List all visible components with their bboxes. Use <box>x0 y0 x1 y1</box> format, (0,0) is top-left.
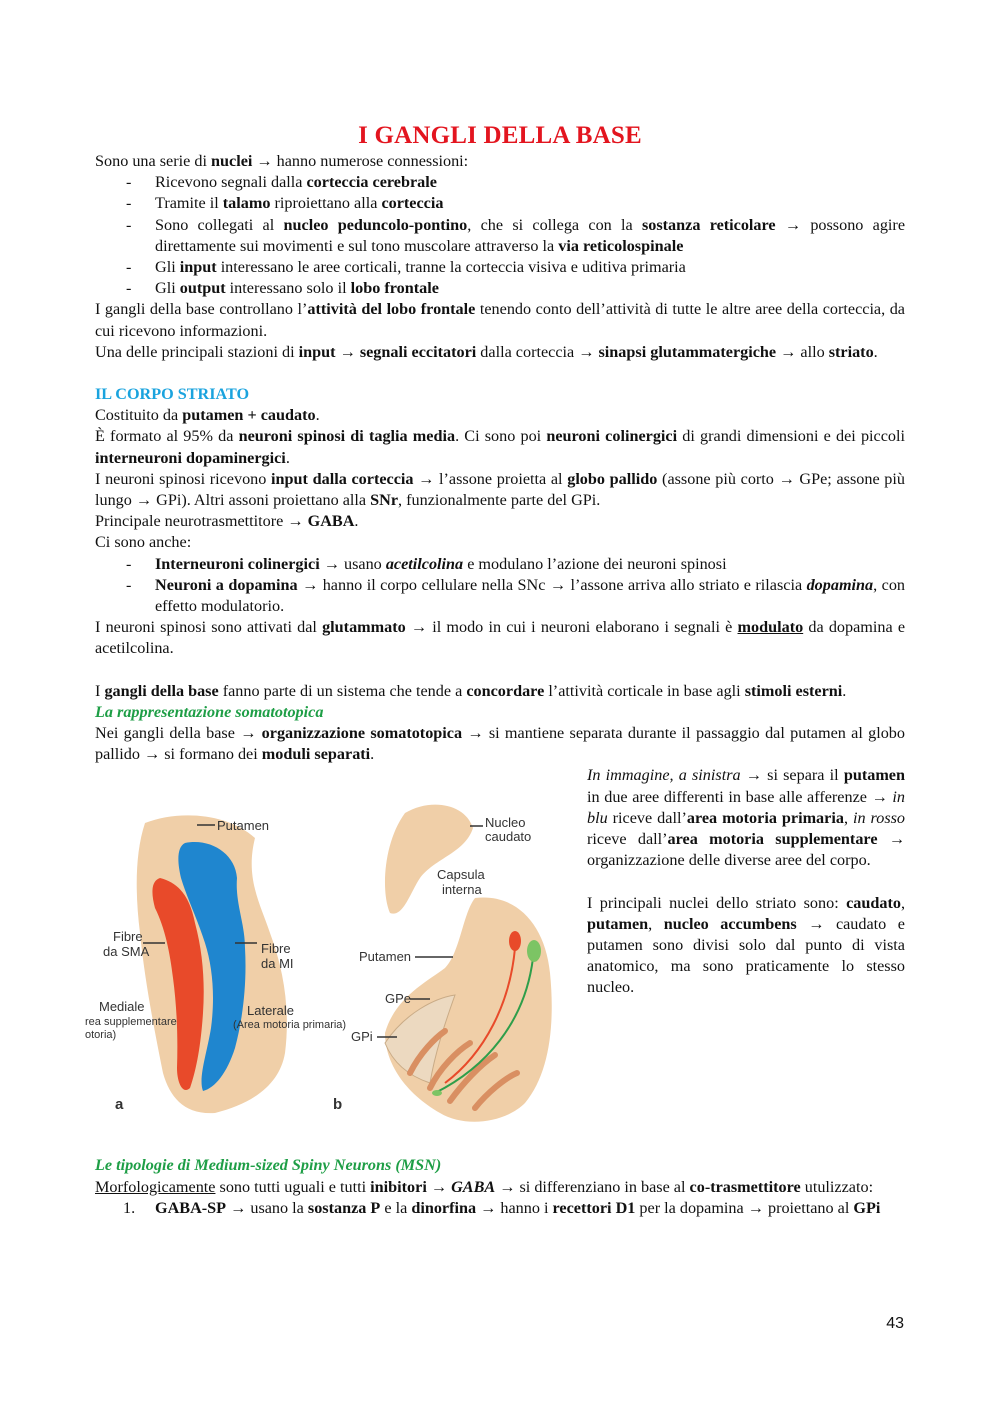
text-bold-italic: acetilcolina <box>385 554 464 573</box>
label-gpe: GPe <box>385 991 412 1007</box>
text-bold: dinorfina <box>411 1198 477 1217</box>
text: Nei gangli della base → <box>95 724 262 743</box>
text: → si differenziano in base al <box>495 1177 690 1196</box>
text: → <box>426 1177 452 1196</box>
text-bold: sostanza reticolare <box>641 215 776 234</box>
list-item <box>95 278 905 299</box>
list-item <box>95 215 905 257</box>
text-bold: input <box>179 258 217 277</box>
label-mediale-sub-2: otoria) <box>85 1029 117 1042</box>
list-item <box>95 257 905 278</box>
list-item <box>95 193 905 214</box>
text: Principale neurotrasmettitore → <box>95 512 308 531</box>
text: Una delle principali stazioni di <box>95 342 299 361</box>
text: È formato al 95% da <box>95 427 239 446</box>
text: → usano la <box>226 1198 308 1217</box>
text-bold: sinapsi glutammatergiche <box>598 342 777 361</box>
text-bold: nuclei <box>211 152 253 170</box>
text-underline: Morfologicamente <box>95 1177 216 1196</box>
spacer <box>95 660 905 681</box>
text-bold: nucleo accumbens <box>663 914 797 933</box>
intro-paragraph <box>95 151 905 172</box>
text: Sono una serie di <box>95 152 211 170</box>
text-bold: input <box>298 342 336 361</box>
text-bold-italic: GABA <box>451 1177 496 1196</box>
text-bold: corteccia cerebrale <box>306 173 437 192</box>
text: da dopamina e acetilcolina. <box>95 618 906 658</box>
text: → allo <box>776 342 829 361</box>
text: utulizzato: <box>800 1177 874 1196</box>
msn-paragraph <box>95 1177 905 1198</box>
text-bold: caudato <box>846 893 901 912</box>
figure-caption-sidebar <box>587 765 905 998</box>
text: I principali nuclei dello striato sono: <box>587 893 847 912</box>
label-fibre-sma: Fibre <box>113 929 143 945</box>
system-paragraph <box>95 681 905 702</box>
text-bold: Neuroni a dopamina <box>155 575 298 594</box>
msn-types-list <box>95 1198 905 1219</box>
panel-label-b: b <box>333 1096 343 1114</box>
text: → il modo in cui i neuroni elaborano i segnali è <box>405 618 738 637</box>
page-number: 43 <box>886 1315 904 1332</box>
list-item <box>95 575 905 617</box>
text: , che si collega con la <box>467 215 642 234</box>
text: riceve dall’ <box>587 830 668 849</box>
text: , con effetto modulatorio. <box>155 575 906 616</box>
green-neuron <box>527 940 541 962</box>
nuclei-paragraph <box>587 893 905 999</box>
text: , <box>900 893 905 912</box>
text-bold: globo pallido <box>567 469 658 488</box>
text-bold-italic: dopamina <box>806 575 874 594</box>
text: . <box>842 681 847 700</box>
text: → hanno il corpo cellulare nella SNc → l’assone arriva allo striato e rilascia <box>297 575 807 594</box>
text-bold: organizzazione somatotopica <box>261 724 463 743</box>
text: fanno parte di un sistema che tende a <box>218 681 467 700</box>
text: interessano le aree corticali, tranne la corteccia visiva e uditiva primaria <box>216 258 686 277</box>
label-putamen-a: Putamen <box>217 818 270 834</box>
text: in due aree differenti in base alle afferenze → <box>587 787 893 806</box>
text-italic: In immagine, a sinistra <box>587 766 741 785</box>
connections-list <box>95 172 905 299</box>
interneurons-list <box>95 554 905 618</box>
caudate-shape <box>385 805 473 914</box>
text: , <box>843 808 853 827</box>
label-gpi: GPi <box>351 1029 373 1045</box>
text-bold: stimoli esterni <box>744 681 843 700</box>
text: . <box>370 745 375 764</box>
text-bold: putamen + caudato <box>182 406 316 425</box>
text-bold: moduli separati <box>261 745 371 764</box>
text-bold: glutammato <box>322 618 406 637</box>
label-laterale: Laterale <box>247 1003 294 1019</box>
text-bold: SNr <box>370 491 399 510</box>
text: per la dopamina → proiettano al <box>635 1198 854 1217</box>
text-bold: area motoria primaria <box>686 808 844 827</box>
striato-composition <box>95 405 905 426</box>
text-bold: neuroni spinosi di taglia media <box>238 427 456 446</box>
text-bold: putamen <box>587 914 649 933</box>
text: dalla corteccia → <box>476 342 599 361</box>
spacer <box>95 363 905 384</box>
section-heading-msn: Le tipologie di Medium-sized Spiny Neurons (MSN) <box>95 1156 442 1175</box>
text-bold: lobo frontale <box>350 279 439 298</box>
label-laterale-sub: (Area motoria primaria) <box>233 1019 347 1032</box>
caption-paragraph <box>587 765 905 871</box>
striato-projections <box>95 469 905 511</box>
label-fibre-mi-2: da MI <box>261 956 294 972</box>
text-bold: GABA <box>307 512 355 531</box>
text: . <box>315 406 320 425</box>
text-italic: in blu <box>587 787 905 827</box>
text-bold: corteccia <box>381 194 444 213</box>
text-bold: striato <box>828 342 874 361</box>
text: I <box>95 681 105 700</box>
text: Ricevono segnali dalla <box>155 173 307 192</box>
text: . Ci sono poi <box>455 427 547 446</box>
putamen-pallidum-shape <box>385 898 552 1122</box>
text: → <box>335 342 360 361</box>
text: I neuroni spinosi ricevono <box>95 469 272 488</box>
text-bold: GPi <box>853 1198 881 1217</box>
text: I neuroni spinosi sono attivati dal <box>95 618 323 637</box>
text-italic: in rosso <box>852 808 906 827</box>
text: → si separa il <box>740 766 844 785</box>
text: → organizzazione delle diverse aree del corpo. <box>587 830 906 870</box>
text-bold: Interneuroni colinergici <box>155 554 320 573</box>
section-heading-corpo-striato: IL CORPO STRIATO <box>95 385 250 404</box>
label-mediale-sub-1: rea supplementare <box>85 1016 177 1029</box>
text-bold: interneuroni dopaminergici <box>95 448 286 467</box>
red-neuron <box>509 931 521 951</box>
somatotopic-paragraph <box>95 723 905 765</box>
text-bold: neuroni colinergici <box>546 427 678 446</box>
text-bold: sostanza P <box>307 1198 381 1217</box>
striato-neurotransmitter <box>95 511 905 532</box>
text: → si mantiene separata durante il passaggio dal putamen al globo pallido → si formano dei <box>95 724 905 764</box>
text-bold: nucleo peduncolo-pontino <box>283 215 468 234</box>
label-mediale: Mediale <box>99 999 145 1015</box>
text-bold: via reticolospinale <box>558 236 684 255</box>
label-caudato: caudato <box>485 829 532 845</box>
text-bold: area motoria supplementare <box>667 830 878 849</box>
text: interessano solo il <box>225 279 351 298</box>
spacer <box>587 872 905 893</box>
list-item <box>95 172 905 193</box>
text: riproiettano alla <box>270 194 382 213</box>
text: → l’assone proietta al <box>413 469 568 488</box>
label-nucleo: Nucleo <box>485 815 526 831</box>
panel-label-a: a <box>115 1096 124 1114</box>
striato-neurons <box>95 426 905 468</box>
text: sono tutti uguali e tutti <box>215 1177 371 1196</box>
green-terminal <box>432 1090 442 1096</box>
text-bold: output <box>179 279 226 298</box>
list-item <box>95 1198 905 1219</box>
text: Tramite il <box>155 194 223 213</box>
text: . <box>285 448 290 467</box>
page-content <box>85 121 906 1219</box>
text-bold: GABA-SP <box>155 1198 227 1217</box>
text: → hanno numerose connessioni: <box>252 152 469 170</box>
page-title: I GANGLI DELLA BASE <box>358 122 642 149</box>
text: → usano <box>319 554 386 573</box>
striato-also: Ci sono anche: <box>95 533 192 552</box>
text: Gli <box>155 258 180 277</box>
text: Gli <box>155 279 180 298</box>
text-bold: gangli della base <box>104 681 219 700</box>
text: e la <box>380 1198 412 1217</box>
text: → caudato e putamen sono divisi solo dal punto di vista anatomico, ma sono praticamente lo stesso nucleo. <box>587 914 905 997</box>
text-bold: concordare <box>466 681 545 700</box>
list-item <box>95 554 905 575</box>
text: Costituito da <box>95 406 183 425</box>
text: I gangli della base controllano l’ <box>95 300 308 319</box>
text: , <box>648 914 664 933</box>
label-putamen-b: Putamen <box>359 949 412 965</box>
text-bold: input dalla corteccia <box>271 469 414 488</box>
text-bold: putamen <box>843 766 905 785</box>
text: l’attività corticale in base agli <box>544 681 745 700</box>
label-capsula: Capsula <box>437 867 485 883</box>
text: → hanno i <box>476 1198 553 1217</box>
basal-ganglia-figure <box>85 783 575 1149</box>
text: . <box>873 342 878 361</box>
striato-modulation <box>95 617 905 659</box>
label-fibre-mi: Fibre <box>261 941 291 957</box>
text: → possono agire direttamente sui movimenti e sul tono muscolare attraverso la <box>155 215 906 255</box>
text: riceve dall’ <box>607 808 687 827</box>
text: Sono collegati al <box>155 215 284 234</box>
label-interna: interna <box>442 882 482 898</box>
text-bold: recettori D1 <box>552 1198 636 1217</box>
label-fibre-sma-2: da SMA <box>103 944 150 960</box>
figure-row <box>85 765 906 1149</box>
frontal-lobe-paragraph <box>95 299 905 341</box>
text: di grandi dimensioni e dei piccoli <box>677 427 905 446</box>
text-bold: co-trasmettitore <box>689 1177 801 1196</box>
text: (assone più corto → GPe; assone più lungo → GPi). Altri assoni proiettano alla <box>95 469 905 510</box>
text-bold: inibitori <box>370 1177 427 1196</box>
list-number: 1. <box>123 1198 136 1217</box>
text: , funzionalmente parte del GPi. <box>398 491 601 510</box>
text-bold-underline: modulato <box>737 618 804 637</box>
text: e modulano l’azione dei neuroni spinosi <box>463 554 727 573</box>
text-bold: segnali eccitatori <box>359 342 477 361</box>
text-bold: talamo <box>222 194 271 213</box>
section-heading-somatotopica: La rappresentazione somatotopica <box>95 702 324 721</box>
text: . <box>354 512 359 531</box>
input-paragraph <box>95 342 905 363</box>
text-bold: attività del lobo frontale <box>307 300 476 319</box>
text: tenendo conto dell’attività di tutte le altre aree della corteccia, da cui ricevono informazioni. <box>95 300 905 340</box>
